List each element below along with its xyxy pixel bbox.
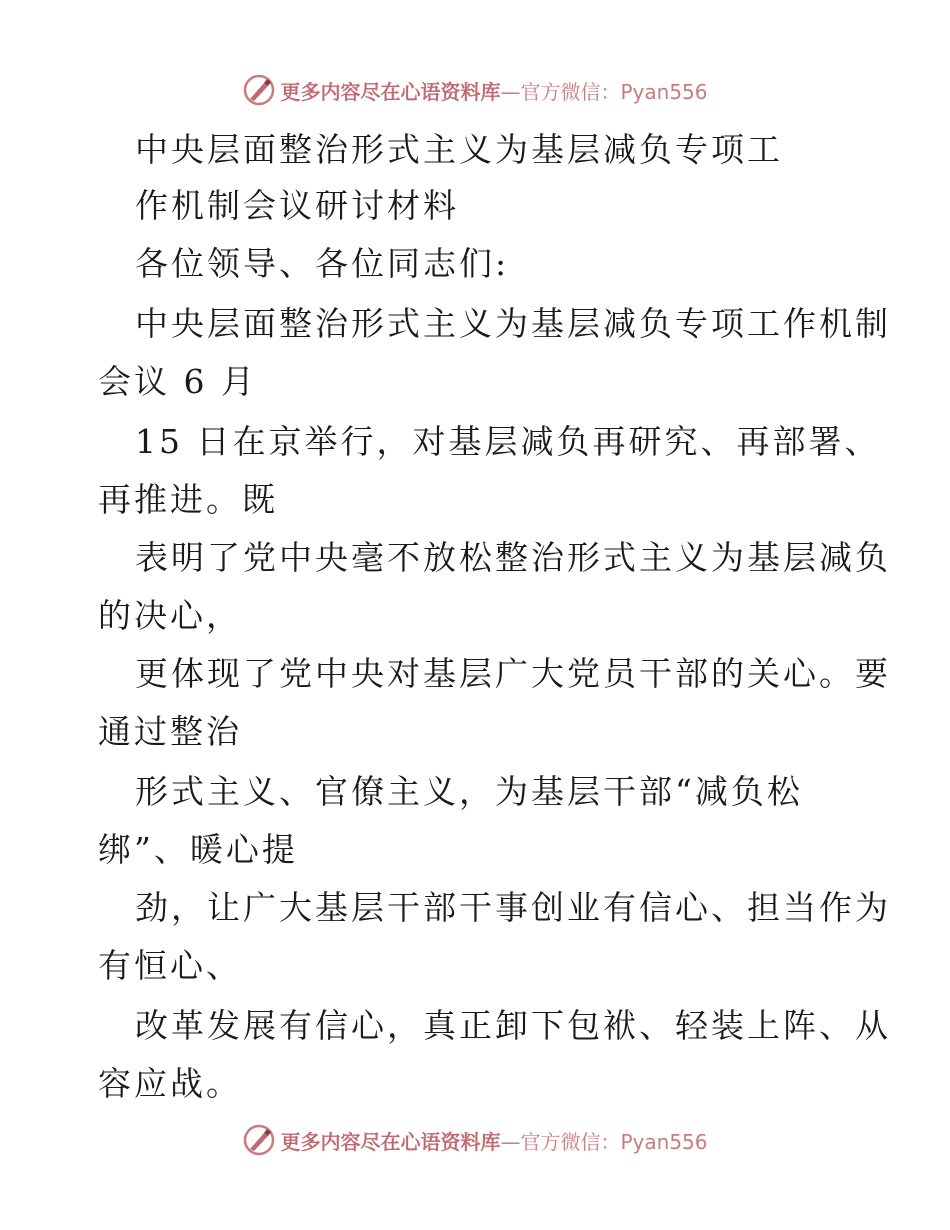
watermark-text (280, 76, 707, 105)
paragraph-line: 的决心， (98, 596, 242, 635)
paragraph-line: 劲，让广大基层干部干事创业有信心、担当作为 (135, 888, 891, 927)
watermark-main: 更多内容尽在心语资料库 (280, 79, 501, 104)
watermark-official: 官方微信： (520, 79, 621, 104)
paragraph-line: 会议 6 月 (98, 362, 257, 401)
paragraph-line: 形式主义、官僚主义，为基层干部“减负松 (135, 772, 803, 811)
pen-logo-icon (242, 1123, 276, 1157)
paragraph-line: 中央层面整治形式主义为基层减负专项工作机制 (135, 304, 891, 343)
paragraph-line: 再推进。既 (98, 480, 278, 519)
paragraph-line: 改革发展有信心，真正卸下包袱、轻装上阵、从 (135, 1006, 891, 1045)
paragraph-line: 绑”、暖心提 (98, 830, 298, 869)
watermark-sep: — (500, 79, 521, 104)
watermark-id: Pyan556 (620, 79, 708, 104)
watermark-text (280, 1126, 707, 1155)
paragraph-line: 更体现了党中央对基层广大党员干部的关心。要 (135, 654, 891, 693)
paragraph-line: 容应战。 (98, 1064, 242, 1103)
watermark-footer (0, 1120, 950, 1160)
title-line-1: 中央层面整治形式主义为基层减负专项工 (135, 130, 783, 169)
watermark-sep: — (500, 1129, 521, 1154)
watermark-main: 更多内容尽在心语资料库 (280, 1129, 501, 1154)
paragraph-line: 表明了党中央毫不放松整治形式主义为基层减负 (135, 538, 891, 577)
pen-logo-icon (242, 73, 276, 107)
title-line-2: 作机制会议研讨材料 (135, 186, 459, 225)
paragraph-line: 有恒心、 (98, 946, 242, 985)
watermark-official: 官方微信： (520, 1129, 621, 1154)
paragraph-line: 通过整治 (98, 712, 242, 751)
paragraph-line: 15 日在京举行，对基层减负再研究、再部署、 (135, 422, 881, 461)
watermark-id: Pyan556 (620, 1129, 708, 1154)
greeting: 各位领导、各位同志们: (135, 244, 510, 283)
watermark-header (0, 70, 950, 110)
